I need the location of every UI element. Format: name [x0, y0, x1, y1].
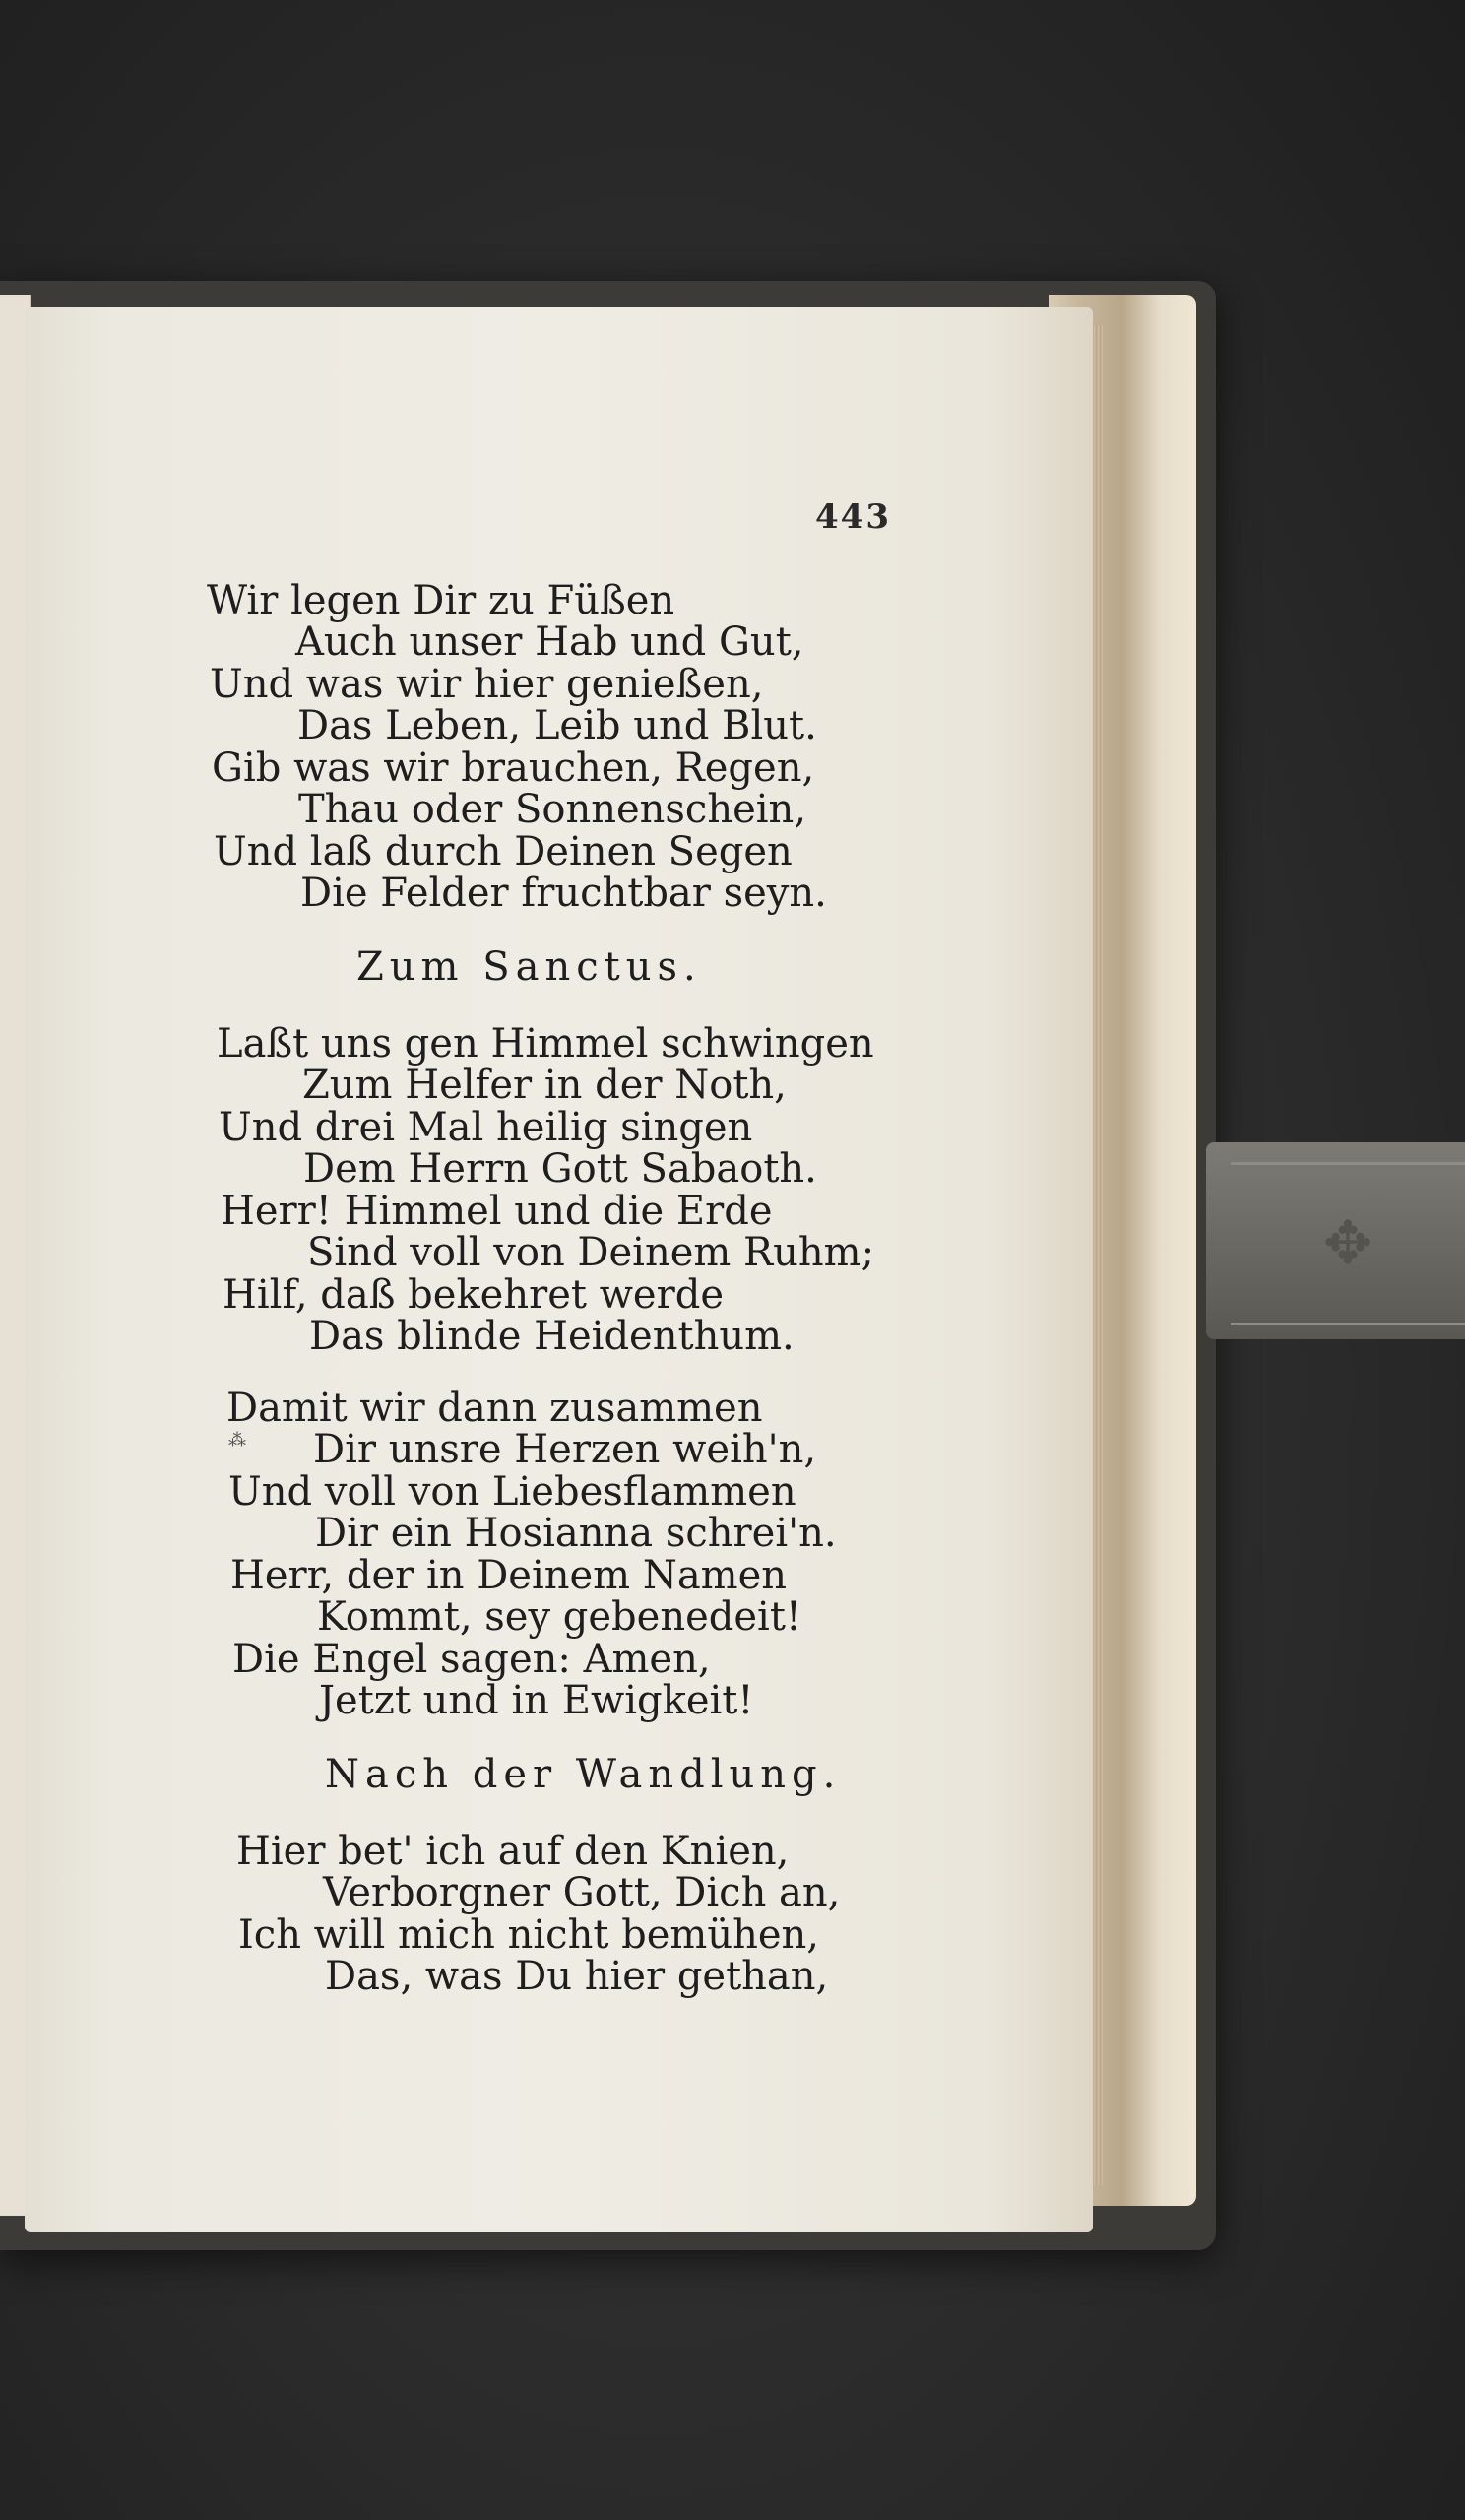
section-heading: Zum Sanctus. — [356, 944, 702, 990]
verse-line: Die Felder fruchtbar seyn. — [300, 871, 827, 916]
verse-line: Kommt, sey gebenedeit! — [317, 1594, 801, 1640]
section-heading: Nach der Wandlung. — [325, 1752, 842, 1797]
verse-line: Die Engel sagen: Amen, — [232, 1637, 711, 1682]
verse-line: Thau oder Sonnenschein, — [298, 787, 807, 832]
verse-line: Verborgner Gott, Dich an, — [323, 1870, 841, 1915]
verse-line: Ich will mich nicht bemühen, — [238, 1912, 819, 1958]
verse-line: Und drei Mal heilig singen — [219, 1105, 753, 1150]
verse-line: Jetzt und in Ewigkeit! — [319, 1678, 754, 1723]
verse-line: Hier bet' ich auf den Knien, — [236, 1829, 790, 1874]
verse-line: Hilf, daß bekehret werde — [223, 1272, 725, 1318]
verse-line: Das Leben, Leib und Blut. — [297, 703, 817, 748]
verse-line: Und voll von Liebesflammen — [228, 1469, 796, 1515]
verse-line: Herr, der in Deinem Namen — [230, 1553, 788, 1598]
verse-line: Auch unser Hab und Gut, — [295, 619, 804, 665]
page-number: 443 — [815, 497, 891, 537]
verse-line: Und was wir hier genießen, — [210, 662, 764, 707]
ink-mark: ⁂ — [228, 1430, 246, 1451]
verse-line: Dir unsre Herzen weih'n, — [313, 1427, 817, 1472]
verse-line: Herr! Himmel und die Erde — [221, 1189, 773, 1234]
verse-line: Dem Herrn Gott Sabaoth. — [303, 1146, 817, 1192]
verse-line: Sind voll von Deinem Ruhm; — [307, 1230, 875, 1275]
verse-line: Und laß durch Deinen Segen — [214, 829, 793, 874]
verse-line: Damit wir dann zusammen — [226, 1386, 763, 1431]
verse-line: Dir ein Hosianna schrei'n. — [315, 1511, 837, 1556]
verse-line: Zum Helfer in der Noth, — [302, 1063, 787, 1108]
clasp-ornament-icon: ✥ — [1231, 1162, 1465, 1325]
verse-line: Das blinde Heidenthum. — [309, 1314, 795, 1359]
verse-line: Wir legen Dir zu Füßen — [207, 578, 675, 623]
book-clasp — [1206, 1142, 1465, 1339]
verse-line: Laßt uns gen Himmel schwingen — [217, 1021, 874, 1066]
verse-line: Das, was Du hier gethan, — [325, 1954, 829, 1999]
verse-line: Gib was wir brauchen, Regen, — [212, 745, 815, 791]
